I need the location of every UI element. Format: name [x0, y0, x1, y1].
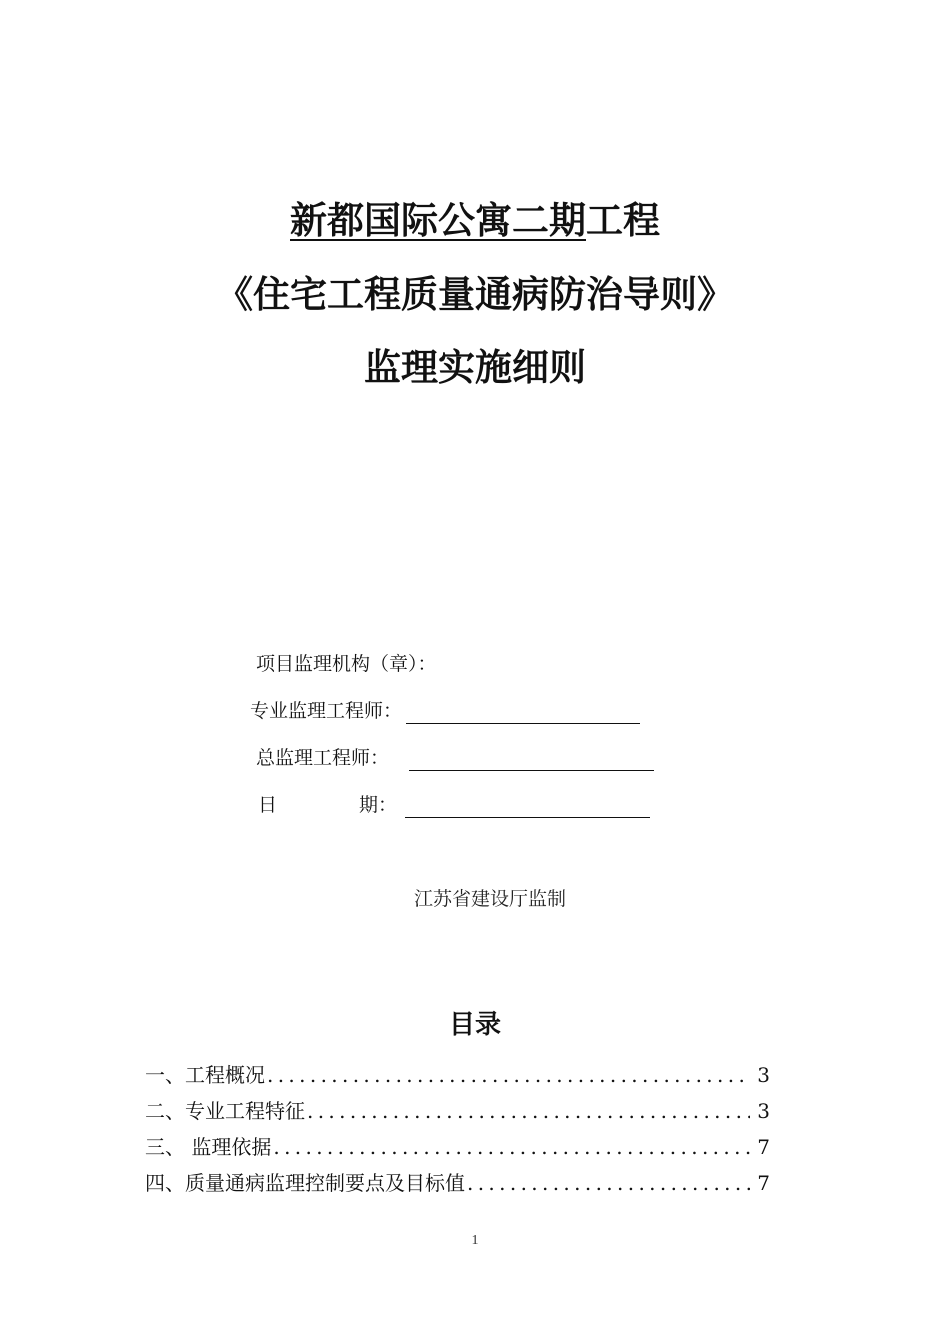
toc-item[interactable]: [145, 1167, 770, 1203]
toc-item-label: 三、 监理依据: [145, 1135, 272, 1159]
professional-engineer-row: [250, 698, 640, 724]
toc-item-page: 7: [757, 1171, 770, 1195]
chief-engineer-row: [256, 745, 654, 771]
page-number: 1: [471, 1233, 479, 1248]
toc-item-page: 3: [757, 1063, 770, 1087]
toc-item-page: 7: [757, 1135, 770, 1159]
date-signature-line: [405, 797, 650, 818]
toc-item[interactable]: [145, 1059, 770, 1095]
chief-engineer-label: 总监理工程师：: [256, 747, 390, 769]
toc-item-label: 二、专业工程特征: [145, 1099, 305, 1123]
toc-item-label: 一、工程概况: [145, 1063, 265, 1087]
organization-seal-row: [256, 651, 437, 677]
organization-label: 项目监理机构（章）：: [256, 653, 437, 675]
toc-leader-dots: [273, 1135, 750, 1159]
guideline-title: 《住宅工程质量通病防治导则》: [216, 273, 734, 316]
document-type-title: 监理实施细则: [364, 346, 586, 389]
toc-leader-dots: [467, 1171, 750, 1195]
professional-engineer-label: 专业监理工程师：: [250, 700, 403, 722]
toc-item[interactable]: [145, 1131, 770, 1167]
toc-item-label: 四、质量通病监理控制要点及目标值: [145, 1171, 465, 1195]
date-label-first: 日: [258, 794, 278, 816]
supervised-by-text: 江苏省建设厅监制: [413, 888, 566, 910]
toc-leader-dots: [267, 1063, 750, 1087]
project-title: [0, 198, 950, 244]
professional-engineer-signature-line: [406, 703, 640, 724]
date-label-second: 期：: [359, 794, 398, 816]
toc-item-page: 3: [757, 1099, 770, 1123]
project-name-suffix: 工程: [586, 199, 660, 242]
toc-item[interactable]: [145, 1095, 770, 1131]
toc-leader-dots: [307, 1099, 750, 1123]
date-row: [258, 792, 650, 818]
project-name-underlined: 新都国际公寓二期: [290, 199, 586, 242]
chief-engineer-signature-line: [409, 750, 654, 771]
toc-title: 目录: [448, 1010, 501, 1040]
table-of-contents: [145, 1059, 770, 1203]
